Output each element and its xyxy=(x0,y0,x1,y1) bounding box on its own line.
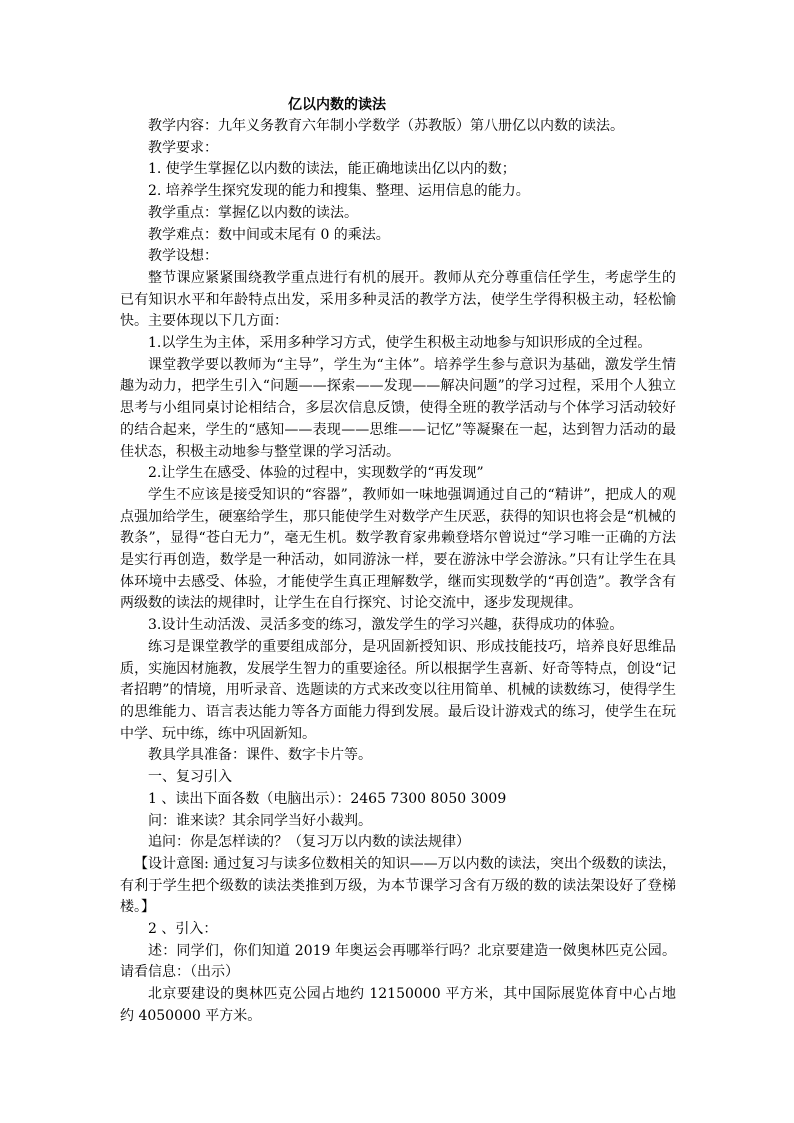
teaching-requirements-heading: 教学要求： xyxy=(148,139,218,156)
teaching-content: 教学内容：九年义务教育六年制小学数学（苏教版）第八册亿以内数的读法。 xyxy=(148,118,624,134)
section-1-heading: 一、复习引入 xyxy=(148,769,232,786)
teaching-ideas-heading: 教学设想： xyxy=(148,248,218,265)
section-2-heading: 2 、引入： xyxy=(148,921,218,938)
point-2-heading: 2.让学生在感受、体验的过程中，实现数学的“再发现” xyxy=(148,465,484,482)
point-3-body: 练习是课堂教学的重要组成部分，是巩固新授知识、形成技能技巧，培养良好思维品质，实施因材施教，发展学生智力的重要途径。所以根据学生喜新、好奇等特点，创设“记者招聘”的情境，用听录音、选题读的方式来改变以往用简单、机械的读数练习，使得学生的思维能力、语言表达能力等各方面能力得到发展。最后设计游戏式的练习，使学生在玩中学、玩中练，练中巩固新知。 xyxy=(120,638,676,742)
introduction-text: 述：同学们，你们知道 2019 年奥运会再哪举行吗？北京要建造一傚奥林匹克公园。请看信息：（出示） xyxy=(120,942,676,981)
point-3-heading: 3.设计生动活泼、灵活多变的练习，激发学生的学习兴趣，获得成功的体验。 xyxy=(148,617,624,634)
document-page xyxy=(120,94,676,1028)
teaching-ideas-intro: 整节课应紧紧围绕教学重点进行有机的展开。教师从充分尊重信任学生，考虑学生的已有知识水平和年龄特点出发，采用多种灵活的教学方法，使学生学得积极主动，轻松愉快。主要体现以下几方面： xyxy=(120,269,676,330)
requirement-1: 1. 使学生掌握亿以内数的读法，能正确地读出亿以内的数； xyxy=(148,161,516,178)
teaching-difficulty: 教学难点：数中间或末尾有 0 的乘法。 xyxy=(148,226,390,243)
review-question: 问：谁来读？其余同学当好小裁判。 xyxy=(148,812,372,829)
teaching-focus: 教学重点：掌握亿以内数的读法。 xyxy=(148,204,358,221)
point-2-body: 学生不应该是接受知识的“容器”，教师如一味地强调通过自己的“精讲”，把成人的观点强加给学生，硬塞给学生，那只能使学生对数学产生厌恶，获得的知识也将会是“机械的教条”，显得“苍白无力”，毫无生机。数学教育家弗赖登塔尔曾说过“学习唯一正确的方法是实行再创造，数学是一种活动，如同游泳一样，要在游泳中学会游泳。”只有让学生在具体环境中去感受、体验，才能使学生真正理解数学，继而实现数学的“再创造”。教学含有两级数的读法的规律时，让学生在自行探究、讨论交流中，逐步发现规律。 xyxy=(120,486,676,612)
olympic-park-info: 北京要建设的奥林匹克公园占地约 12150000 平方米，其中国际展览体育中心占地约 4050000 平方米。 xyxy=(120,986,676,1024)
point-1-heading: 1.以学生为主体，采用多种学习方式，使学生积极主动地参与知识形成的全过程。 xyxy=(148,335,652,352)
review-item-1: 1 、读出下面各数（电脑出示）：2465 7300 8050 3009 xyxy=(148,790,507,807)
document-title: 亿以内数的读法 xyxy=(288,97,386,113)
review-follow-up: 追问：你是怎样读的？（复习万以内数的读法规律） xyxy=(148,834,470,851)
teaching-aids: 教具学具准备：课件、数字卡片等。 xyxy=(148,747,372,764)
point-1-body: 课堂教学要以教师为“主导”，学生为“主体”。培养学生参与意识为基础，激发学生情趣为动力，把学生引入“问题——探索——发现——解决问题”的学习过程，采用个人独立思考与小组同桌讨论相结合，多层次信息反馈，使得全班的教学活动与个体学习活动较好的结合起来，学生的“感知——表现——思维——记忆”等凝聚在一起，达到智力活动的最佳状态，积极主动地参与整堂课的学习活动。 xyxy=(120,356,676,460)
requirement-2: 2. 培养学生探究发现的能力和搜集、整理、运用信息的能力。 xyxy=(148,183,530,200)
design-intent: 【设计意图: 通过复习与读多位数相关的知识——万以内数的读法，突出个级数的读法，有利于学生把个级数的读法类推到万级，为本节课学习含有万级的数的读法架设好了登梯楼。】 xyxy=(120,855,676,916)
